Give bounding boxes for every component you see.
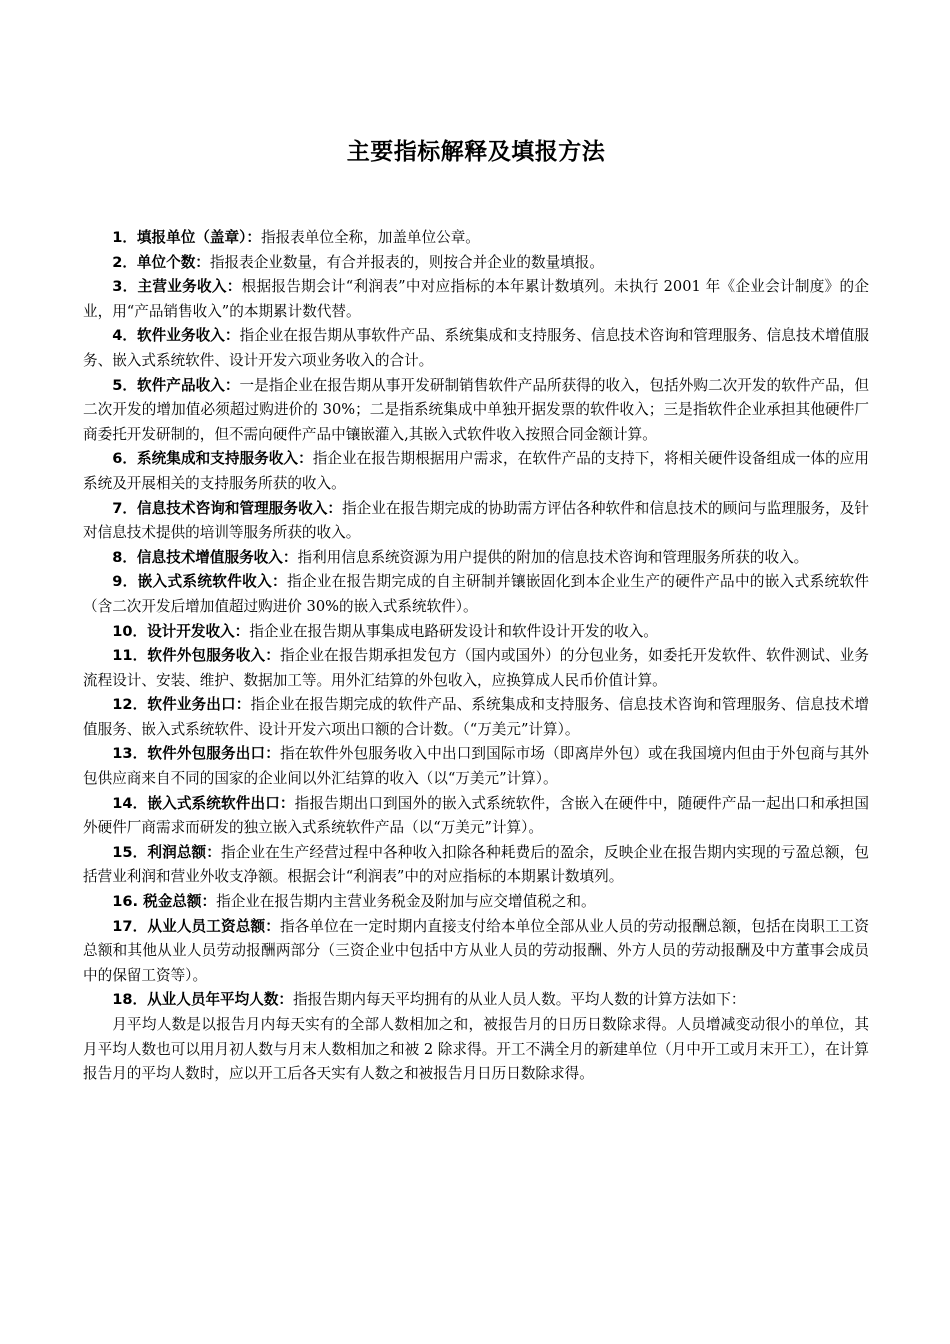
definition-term: 7．信息技术咨询和管理服务收入： <box>112 499 342 517</box>
definition-term: 10．设计开发收入： <box>112 622 250 640</box>
definition-text: 指企业在报告期根据用户需求，在软件产品的支持下，将相关硬件设备组成一体的应用系统及开展相关的支持服务所获的收入。 <box>83 450 869 492</box>
definition-text: 指企业在报告期完成的自主研制并镶嵌固化到本企业生产的硬件产品中的嵌入式系统软件（含二次开发后增加值超过购进价 30%的嵌入式系统软件）。 <box>83 573 869 615</box>
definition-item <box>83 693 869 742</box>
definition-term: 1．填报单位（盖章）： <box>112 229 261 246</box>
definition-text: 指报告期内每天平均拥有的从业人员人数。平均人数的计算方法如下： <box>293 991 746 1009</box>
page-title: 主要指标解释及填报方法 <box>346 139 606 165</box>
definition-term: 2．单位个数： <box>112 253 210 271</box>
definition-term: 15．利润总额： <box>112 843 222 861</box>
definition-term: 16. 税金总额： <box>112 893 217 911</box>
definition-item <box>83 546 869 571</box>
definition-item <box>83 497 869 546</box>
definition-term: 12．软件业务出口： <box>112 696 251 714</box>
definition-text: 指企业在报告期完成的协助需方评估各种软件和信息技术的顾问与监理服务，及针对信息技术提供的培训等服务所获的收入。 <box>83 499 869 542</box>
definition-term: 9．嵌入式系统软件收入： <box>112 573 287 591</box>
definition-term: 17．从业人员工资总额： <box>112 917 280 935</box>
definition-item <box>83 890 869 915</box>
definition-item <box>83 644 869 693</box>
definition-item <box>83 275 869 324</box>
definition-item <box>83 324 869 373</box>
definition-text: 指企业在生产经营过程中各种收入扣除各种耗费后的盈余，反映企业在报告期内实现的亏盈总额，包括营业利润和营业外收支净额。根据会计“利润表”中的对应指标的本期累计数填列。 <box>83 843 869 886</box>
definition-text: 指企业在报告期从事软件产品、系统集成和支持服务、信息技术咨询和管理服务、信息技术增值服务、嵌入式系统软件、设计开发六项业务收入的合计。 <box>83 327 869 369</box>
definition-term: 6．系统集成和支持服务收入： <box>112 450 313 468</box>
definition-item <box>83 251 869 276</box>
definition-text: 指企业在报告期承担发包方（国内或国外）的分包业务，如委托开发软件、软件测试、业务流程设计、安装、维护、数据加工等。用外汇结算的外包收入，应换算成人民币价值计算。 <box>83 647 869 689</box>
definition-text: 指各单位在一定时期内直接支付给本单位全部从业人员的劳动报酬总额，包括在岗职工工资总额和其他从业人员劳动报酬两部分（三资企业中包括中方从业人员的劳动报酬、外方人员的劳动报酬及中方董事会成员中的保留工资等）。 <box>83 917 869 984</box>
definition-term: 11．软件外包服务收入： <box>112 647 280 665</box>
definition-item <box>83 374 869 448</box>
definition-term: 18．从业人员年平均人数： <box>112 991 294 1009</box>
definition-term: 14．嵌入式系统软件出口： <box>112 794 295 812</box>
definition-text: 指企业在报告期从事集成电路研发设计和软件设计开发的收入。 <box>249 622 658 640</box>
definition-text: 指报表单位全称，加盖单位公章。 <box>260 229 480 246</box>
definition-item <box>83 620 869 645</box>
definition-item <box>83 988 869 1013</box>
definition-item <box>83 226 869 251</box>
definition-text: 指企业在报告期内主营业务税金及附加与应交增值税之和。 <box>216 893 596 911</box>
definition-text: 指利用信息系统资源为用户提供的附加的信息技术咨询和管理服务所获的收入。 <box>297 548 809 566</box>
definition-term: 5．软件产品收入： <box>112 376 240 394</box>
definition-item <box>83 915 869 989</box>
definition-term: 13．软件外包服务出口： <box>112 745 280 763</box>
definition-text: 指报告期出口到国外的嵌入式系统软件，含嵌入在硬件中，随硬件产品一起出口和承担国外硬件厂商需求而研发的独立嵌入式系统软件产品（以“万美元”计算）。 <box>83 794 869 837</box>
definition-term: 3．主营业务收入： <box>112 278 242 296</box>
definition-item <box>83 841 869 890</box>
definition-item <box>83 792 869 841</box>
document-body <box>83 226 869 1087</box>
definition-term: 4．软件业务收入： <box>112 327 240 345</box>
definition-text: 指在软件外包服务收入中出口到国际市场（即离岸外包）或在我国境内但由于外包商与其外包供应商来自不同的国家的企业间以外汇结算的收入（以“万美元”计算）。 <box>83 745 869 788</box>
definition-text: 一是指企业在报告期从事开发研制销售软件产品所获得的收入，包括外购二次开发的软件产品，但二次开发的增加值必须超过购进价的 30%；二是指系统集成中单独开据发票的软件收入；三是指软件企业承担其他硬件厂商委托开发研制的，但不需向硬件产品中镶嵌灌入,其嵌入式软件收入按照合同金额计算。 <box>83 376 869 443</box>
definition-item <box>83 570 869 619</box>
definition-text: 指报表企业数量，有合并报表的，则按合并企业的数量填报。 <box>209 253 604 271</box>
definition-item <box>83 742 869 791</box>
definition-term: 8．信息技术增值服务收入： <box>112 548 298 566</box>
definition-item <box>83 447 869 496</box>
calculation-note: 月平均人数是以报告月内每天实有的全部人数相加之和，被报告月的日历日数除求得。人员增减变动很小的单位，其月平均人数也可以用月初人数与月末人数相加之和被 2 除求得。开工不满全月的新建单位（月中开工或月末开工），在计算报告月的平均人数时，应以开工后各天实有人数之和被报告月日历日数除求得。 <box>83 1016 869 1083</box>
definition-text: 根据报告期会计“利润表”中对应指标的本年累计数填列。未执行 2001 年《企业会计制度》的企业，用“产品销售收入”的本期累计数代替。 <box>83 278 870 320</box>
definition-text: 指企业在报告期完成的软件产品、系统集成和支持服务、信息技术咨询和管理服务、信息技术增值服务、嵌入式系统软件、设计开发六项出口额的合计数。（“万美元”计算）。 <box>83 696 869 738</box>
